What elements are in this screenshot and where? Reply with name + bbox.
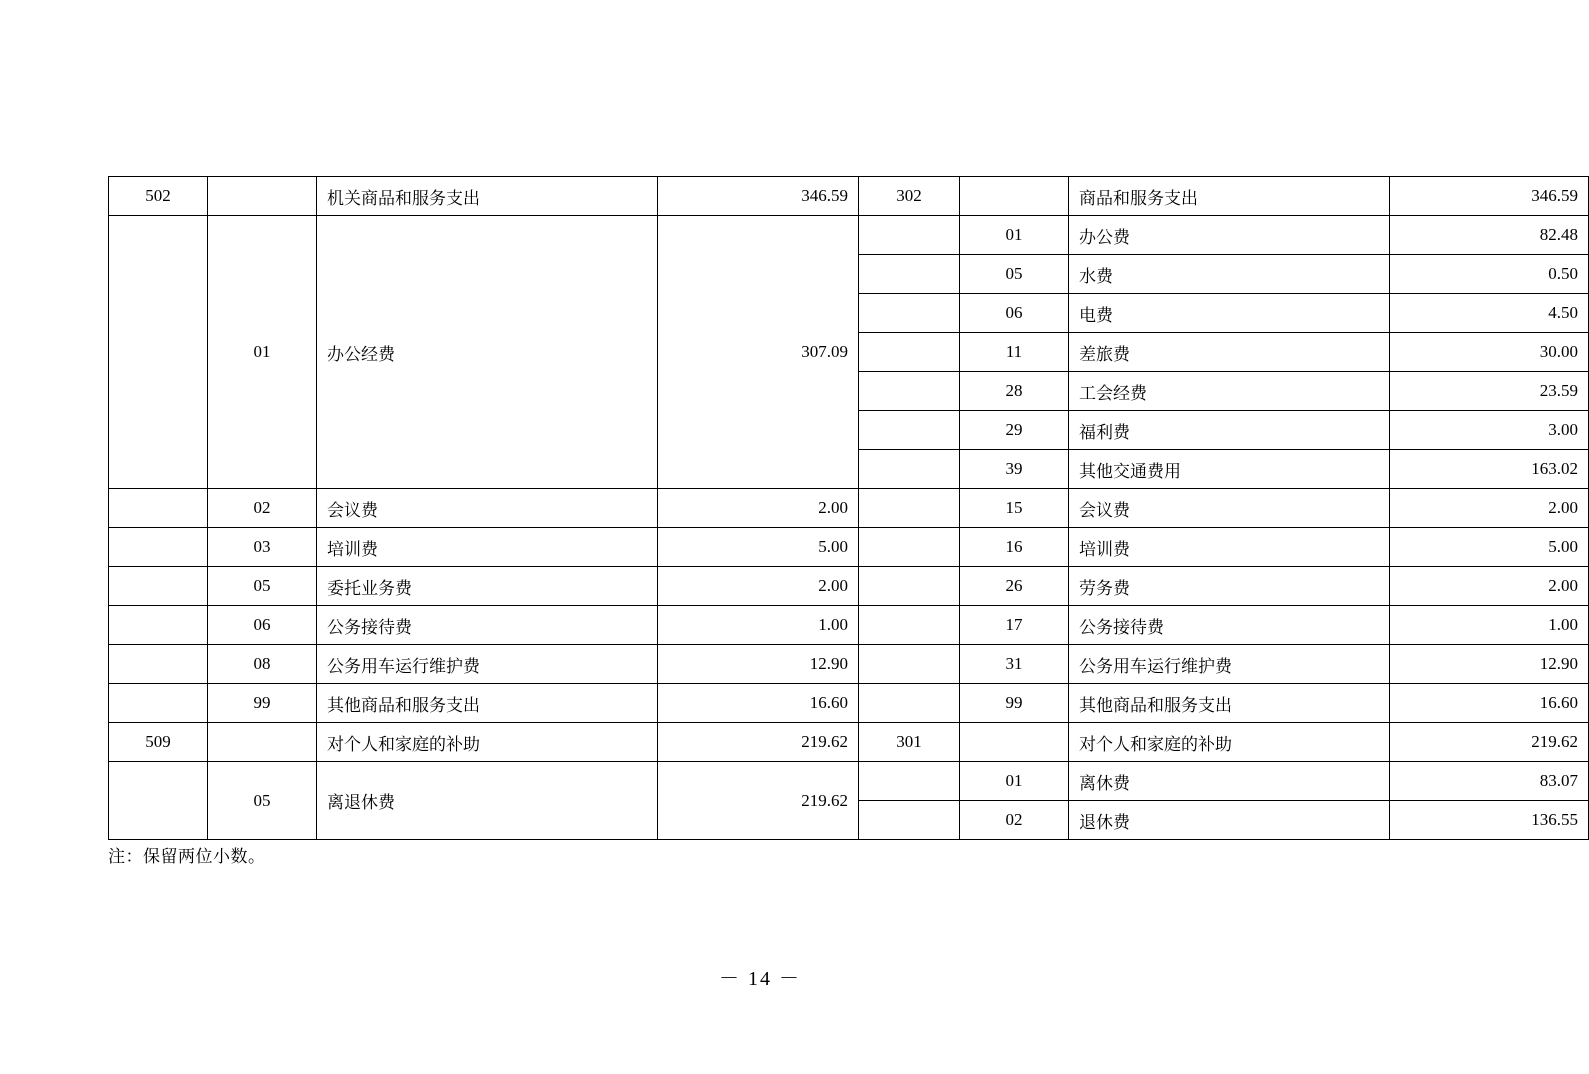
right-sub: 17 (960, 606, 1069, 645)
right-amount: 2.00 (1390, 489, 1589, 528)
right-amount: 83.07 (1390, 762, 1589, 801)
left-amount: 2.00 (658, 567, 859, 606)
right-amount: 2.00 (1390, 567, 1589, 606)
left-name: 委托业务费 (317, 567, 658, 606)
left-amount: 12.90 (658, 645, 859, 684)
right-amount: 1.00 (1390, 606, 1589, 645)
right-sub: 01 (960, 762, 1069, 801)
right-name: 退休费 (1069, 801, 1390, 840)
right-amount: 12.90 (1390, 645, 1589, 684)
table-row (109, 528, 1589, 567)
left-code: 509 (109, 723, 208, 762)
right-code (859, 489, 960, 528)
right-amount: 0.50 (1390, 255, 1589, 294)
left-name: 公务用车运行维护费 (317, 645, 658, 684)
right-sub (960, 177, 1069, 216)
left-sub: 08 (208, 645, 317, 684)
right-sub: 31 (960, 645, 1069, 684)
right-code (859, 450, 960, 489)
right-sub: 39 (960, 450, 1069, 489)
right-name: 差旅费 (1069, 333, 1390, 372)
table-row (109, 606, 1589, 645)
budget-table (108, 176, 1589, 840)
left-name: 离退休费 (317, 762, 658, 840)
right-code (859, 567, 960, 606)
right-amount: 82.48 (1390, 216, 1589, 255)
budget-table-container (108, 176, 1578, 840)
left-code (109, 216, 208, 489)
left-name: 会议费 (317, 489, 658, 528)
table-row (109, 645, 1589, 684)
right-code: 301 (859, 723, 960, 762)
page-number: － 14 － (719, 968, 801, 990)
table-row (109, 567, 1589, 606)
right-name: 水费 (1069, 255, 1390, 294)
left-sub: 05 (208, 762, 317, 840)
right-code (859, 528, 960, 567)
right-sub: 16 (960, 528, 1069, 567)
right-name: 办公费 (1069, 216, 1390, 255)
left-code (109, 645, 208, 684)
right-sub: 01 (960, 216, 1069, 255)
table-row (109, 723, 1589, 762)
left-amount: 346.59 (658, 177, 859, 216)
right-amount: 219.62 (1390, 723, 1589, 762)
right-name: 电费 (1069, 294, 1390, 333)
left-amount: 1.00 (658, 606, 859, 645)
right-code (859, 216, 960, 255)
left-amount: 219.62 (658, 762, 859, 840)
table-row (109, 216, 1589, 255)
left-amount: 219.62 (658, 723, 859, 762)
left-sub: 06 (208, 606, 317, 645)
right-amount: 4.50 (1390, 294, 1589, 333)
right-code (859, 372, 960, 411)
right-name: 培训费 (1069, 528, 1390, 567)
right-sub: 05 (960, 255, 1069, 294)
left-sub: 03 (208, 528, 317, 567)
right-code (859, 645, 960, 684)
table-row (109, 177, 1589, 216)
right-name: 其他交通费用 (1069, 450, 1390, 489)
left-code (109, 528, 208, 567)
right-name: 劳务费 (1069, 567, 1390, 606)
right-sub: 02 (960, 801, 1069, 840)
left-sub: 99 (208, 684, 317, 723)
right-code (859, 255, 960, 294)
right-amount: 136.55 (1390, 801, 1589, 840)
right-sub: 29 (960, 411, 1069, 450)
left-sub: 01 (208, 216, 317, 489)
right-name: 商品和服务支出 (1069, 177, 1390, 216)
left-code: 502 (109, 177, 208, 216)
left-amount: 5.00 (658, 528, 859, 567)
right-code (859, 294, 960, 333)
left-code (109, 567, 208, 606)
left-amount: 2.00 (658, 489, 859, 528)
table-note: 注：保留两位小数。 (108, 847, 266, 866)
left-code (109, 762, 208, 840)
table-row (109, 489, 1589, 528)
right-amount: 23.59 (1390, 372, 1589, 411)
left-code (109, 684, 208, 723)
left-sub: 02 (208, 489, 317, 528)
right-code (859, 606, 960, 645)
right-sub: 06 (960, 294, 1069, 333)
right-name: 离休费 (1069, 762, 1390, 801)
left-name: 公务接待费 (317, 606, 658, 645)
right-amount: 5.00 (1390, 528, 1589, 567)
right-code (859, 333, 960, 372)
left-code (109, 606, 208, 645)
right-name: 对个人和家庭的补助 (1069, 723, 1390, 762)
right-code (859, 801, 960, 840)
right-amount: 30.00 (1390, 333, 1589, 372)
left-sub: 05 (208, 567, 317, 606)
right-code (859, 762, 960, 801)
left-name: 对个人和家庭的补助 (317, 723, 658, 762)
right-sub: 15 (960, 489, 1069, 528)
left-name: 培训费 (317, 528, 658, 567)
right-amount: 163.02 (1390, 450, 1589, 489)
right-sub (960, 723, 1069, 762)
right-sub: 99 (960, 684, 1069, 723)
right-code (859, 411, 960, 450)
left-amount: 16.60 (658, 684, 859, 723)
right-name: 福利费 (1069, 411, 1390, 450)
left-code (109, 489, 208, 528)
right-name: 其他商品和服务支出 (1069, 684, 1390, 723)
left-name: 机关商品和服务支出 (317, 177, 658, 216)
left-amount: 307.09 (658, 216, 859, 489)
right-amount: 16.60 (1390, 684, 1589, 723)
right-name: 会议费 (1069, 489, 1390, 528)
right-sub: 11 (960, 333, 1069, 372)
left-sub (208, 723, 317, 762)
table-row (109, 684, 1589, 723)
left-name: 其他商品和服务支出 (317, 684, 658, 723)
right-sub: 26 (960, 567, 1069, 606)
right-code (859, 684, 960, 723)
right-sub: 28 (960, 372, 1069, 411)
right-name: 工会经费 (1069, 372, 1390, 411)
table-row (109, 762, 1589, 801)
left-name: 办公经费 (317, 216, 658, 489)
right-amount: 3.00 (1390, 411, 1589, 450)
left-sub (208, 177, 317, 216)
right-name: 公务用车运行维护费 (1069, 645, 1390, 684)
right-code: 302 (859, 177, 960, 216)
right-amount: 346.59 (1390, 177, 1589, 216)
right-name: 公务接待费 (1069, 606, 1390, 645)
